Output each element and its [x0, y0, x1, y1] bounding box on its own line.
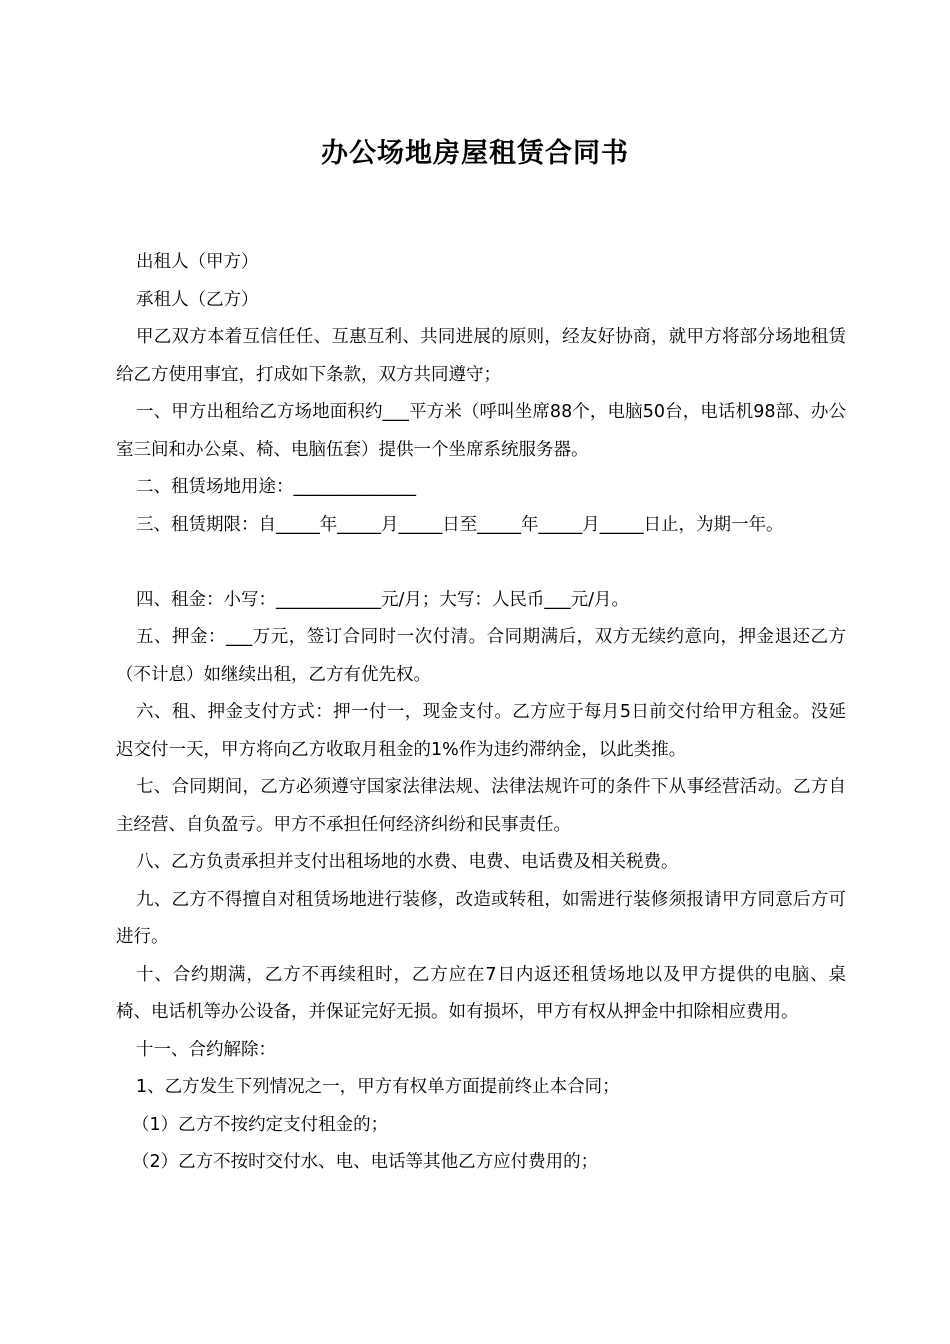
paragraph-lessee: 承租人（乙方） — [136, 289, 259, 310]
paragraph-clause-11-item-1-sub-2: （2）乙方不按时交付水、电、电话等其他乙方应付费用的； — [132, 1152, 599, 1172]
paragraph-clause-8: 八、乙方负责承担并支付出租场地的水费、电费、电话费及相关税费。 — [136, 852, 679, 872]
paragraph-clause-5: 五、押金：___万元，签订合同时一次付清。合同期满后，双方无续约意向，押金退还乙方（不计息）如继续出租，乙方有优先权。 — [116, 627, 846, 685]
paragraph-clause-11-item-1-sub-1: （1）乙方不按约定支付租金的； — [132, 1114, 389, 1135]
paragraph-clause-6: 六、租、押金支付方式：押一付一，现金支付。乙方应于每月5日前交付给甲方租金。没延迟交付一天，甲方将向乙方收取月租金的1%作为违约滞纳金，以此类推。 — [116, 702, 846, 760]
paragraph-clause-3: 三、租赁期限：自_____年_____月_____日至_____年_____月_____日止，为期一年。 — [136, 514, 784, 535]
paragraph-clause-9: 九、乙方不得擅自对租赁场地进行装修，改造或转租，如需进行装修须报请甲方同意后方可进行。 — [116, 889, 846, 947]
paragraph-clause-2: 二、租赁场地用途：______________ — [136, 477, 416, 497]
paragraph-clause-11-item-1: 1、乙方发生下列情况之一，甲方有权单方面提前终止本合同； — [136, 1077, 620, 1097]
document-title: 办公场地房屋租赁合同书 — [321, 138, 629, 169]
paragraph-clause-11: 十一、合约解除： — [136, 1039, 276, 1060]
paragraph-lessor: 出租人（甲方） — [136, 252, 259, 272]
paragraph-clause-10: 十、合约期满，乙方不再续租时，乙方应在7日内返还租赁场地以及甲方提供的电脑、桌椅、电话机等办公设备，并保证完好无损。如有损坏，甲方有权从押金中扣除相应费用。 — [116, 964, 846, 1022]
paragraph-clause-1: 一、甲方出租给乙方场地面积约___平方米（呼叫坐席88个，电脑50台，电话机98部、办公室三间和办公桌、椅、电脑伍套）提供一个坐席系统服务器。 — [116, 402, 846, 460]
paragraph-preamble: 甲乙双方本着互信任任、互惠互利、共同进展的原则，经友好协商，就甲方将部分场地租赁给乙方使用事宜，打成如下条款，双方共同遵守； — [116, 327, 846, 385]
paragraph-clause-7: 七、合同期间，乙方必须遵守国家法律法规、法律法规许可的条件下从事经营活动。乙方自主经营、自负盈亏。甲方不承担任何经济纠纷和民事责任。 — [116, 777, 846, 835]
document-body — [116, 244, 846, 1182]
paragraph-clause-4: 四、租金：小写：____________元/月；大写：人民币___元/月。 — [136, 589, 630, 610]
